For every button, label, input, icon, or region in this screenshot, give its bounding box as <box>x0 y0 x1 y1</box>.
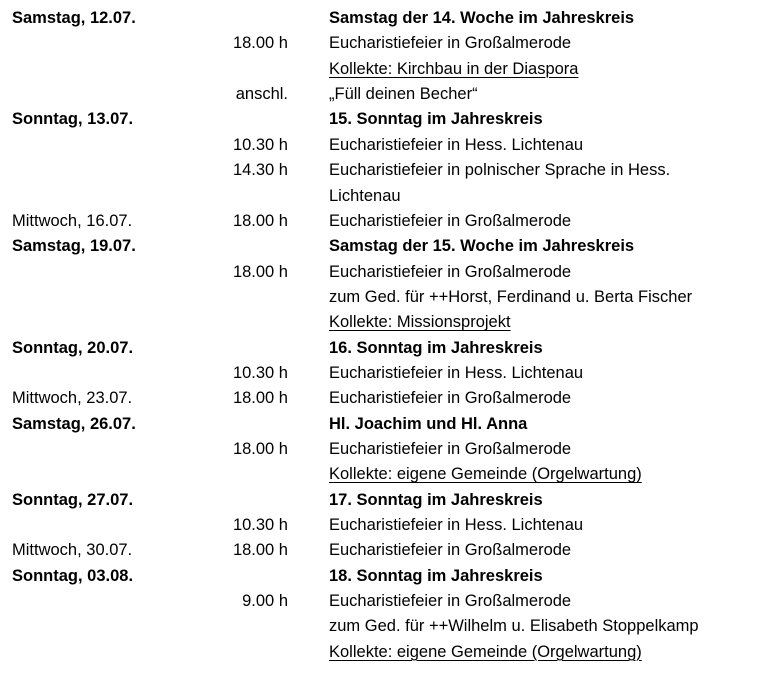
entry-description: Eucharistiefeier in Hess. Lichtenau <box>329 516 584 534</box>
collection-note: Kollekte: Kirchbau in der Diaspora <box>329 59 579 78</box>
schedule-row <box>0 184 762 209</box>
liturgical-day-title: 18. Sonntag im Jahreskreis <box>329 566 543 585</box>
entry-time: 18.00 h <box>232 389 288 408</box>
schedule-row <box>0 285 762 310</box>
schedule-row <box>0 57 762 82</box>
entry-day: Samstag, 26.07. <box>12 414 136 433</box>
entry-day: Sonntag, 27.07. <box>12 490 134 509</box>
liturgical-day-title: 16. Sonntag im Jahreskreis <box>329 338 543 357</box>
liturgical-day-title: Hl. Joachim und Hl. Anna <box>329 414 528 433</box>
collection-note: Kollekte: eigene Gemeinde (Orgelwartung) <box>329 642 642 661</box>
schedule-row <box>0 133 762 158</box>
schedule-row <box>0 31 762 56</box>
entry-day: Sonntag, 13.07. <box>12 110 134 129</box>
liturgical-day-title: 15. Sonntag im Jahreskreis <box>329 110 543 129</box>
schedule-row <box>0 234 762 259</box>
entry-description: Eucharistiefeier in Großalmerode <box>329 34 572 53</box>
schedule-row <box>0 614 762 639</box>
schedule-row <box>0 488 762 513</box>
schedule-row <box>0 6 762 31</box>
schedule-row <box>0 538 762 563</box>
entry-description: zum Ged. für ++Wilhelm u. Elisabeth Stoppelkamp <box>329 617 699 636</box>
schedule-row <box>0 513 762 538</box>
entry-time: 9.00 h <box>242 592 288 611</box>
entry-description: Eucharistiefeier in polnischer Sprache in Hess. <box>329 161 671 180</box>
entry-day: Mittwoch, 30.07. <box>12 541 133 560</box>
schedule-row <box>0 589 762 614</box>
entry-time: 14.30 h <box>232 161 288 180</box>
collection-note: Kollekte: Missionsprojekt <box>329 313 511 332</box>
schedule-row <box>0 361 762 386</box>
entry-description: zum Ged. für ++Horst, Ferdinand u. Berta Fischer <box>329 287 693 306</box>
entry-description: Eucharistiefeier in Hess. Lichtenau <box>329 363 584 382</box>
entry-time: 18.00 h <box>232 34 288 53</box>
entry-description: Lichtenau <box>329 186 401 205</box>
entry-description: „Füll deinen Becher“ <box>329 85 478 104</box>
entry-description: Eucharistiefeier in Großalmerode <box>329 541 572 560</box>
entry-time: 10.30 h <box>232 135 288 154</box>
entry-time: 18.00 h <box>232 211 288 230</box>
liturgical-day-title: Samstag der 15. Woche im Jahreskreis <box>329 237 635 256</box>
entry-day: Samstag, 12.07. <box>12 9 136 27</box>
entry-time: 10.30 h <box>232 516 288 534</box>
schedule-row <box>0 82 762 107</box>
entry-day: Sonntag, 20.07. <box>12 338 134 357</box>
entry-day: Mittwoch, 23.07. <box>12 389 133 408</box>
schedule-row <box>0 336 762 361</box>
schedule-row <box>0 209 762 234</box>
schedule-row <box>0 310 762 335</box>
schedule-row <box>0 386 762 411</box>
schedule-row <box>0 158 762 183</box>
entry-time: 18.00 h <box>232 541 288 560</box>
entry-time: 10.30 h <box>232 363 288 382</box>
entry-description: Eucharistiefeier in Großalmerode <box>329 389 572 408</box>
liturgical-day-title: Samstag der 14. Woche im Jahreskreis <box>329 9 635 27</box>
entry-description: Eucharistiefeier in Großalmerode <box>329 262 572 281</box>
schedule-row <box>0 107 762 132</box>
entry-day: Mittwoch, 16.07. <box>12 211 133 230</box>
schedule-row <box>0 462 762 487</box>
schedule-row <box>0 412 762 437</box>
entry-day: Sonntag, 03.08. <box>12 566 134 585</box>
entry-description: Eucharistiefeier in Großalmerode <box>329 592 572 611</box>
entry-day: Samstag, 19.07. <box>12 237 136 256</box>
entry-time: 18.00 h <box>232 440 288 458</box>
entry-description: Eucharistiefeier in Großalmerode <box>329 211 572 230</box>
liturgical-day-title: 17. Sonntag im Jahreskreis <box>329 490 543 509</box>
entry-time: anschl. <box>235 85 288 104</box>
collection-note: Kollekte: eigene Gemeinde (Orgelwartung) <box>329 465 642 484</box>
entry-time: 18.00 h <box>232 262 288 281</box>
schedule-row <box>0 260 762 285</box>
schedule-row <box>0 564 762 589</box>
schedule-row <box>0 437 762 462</box>
schedule-row <box>0 640 762 665</box>
entry-description: Eucharistiefeier in Großalmerode <box>329 440 572 458</box>
entry-description: Eucharistiefeier in Hess. Lichtenau <box>329 135 584 154</box>
